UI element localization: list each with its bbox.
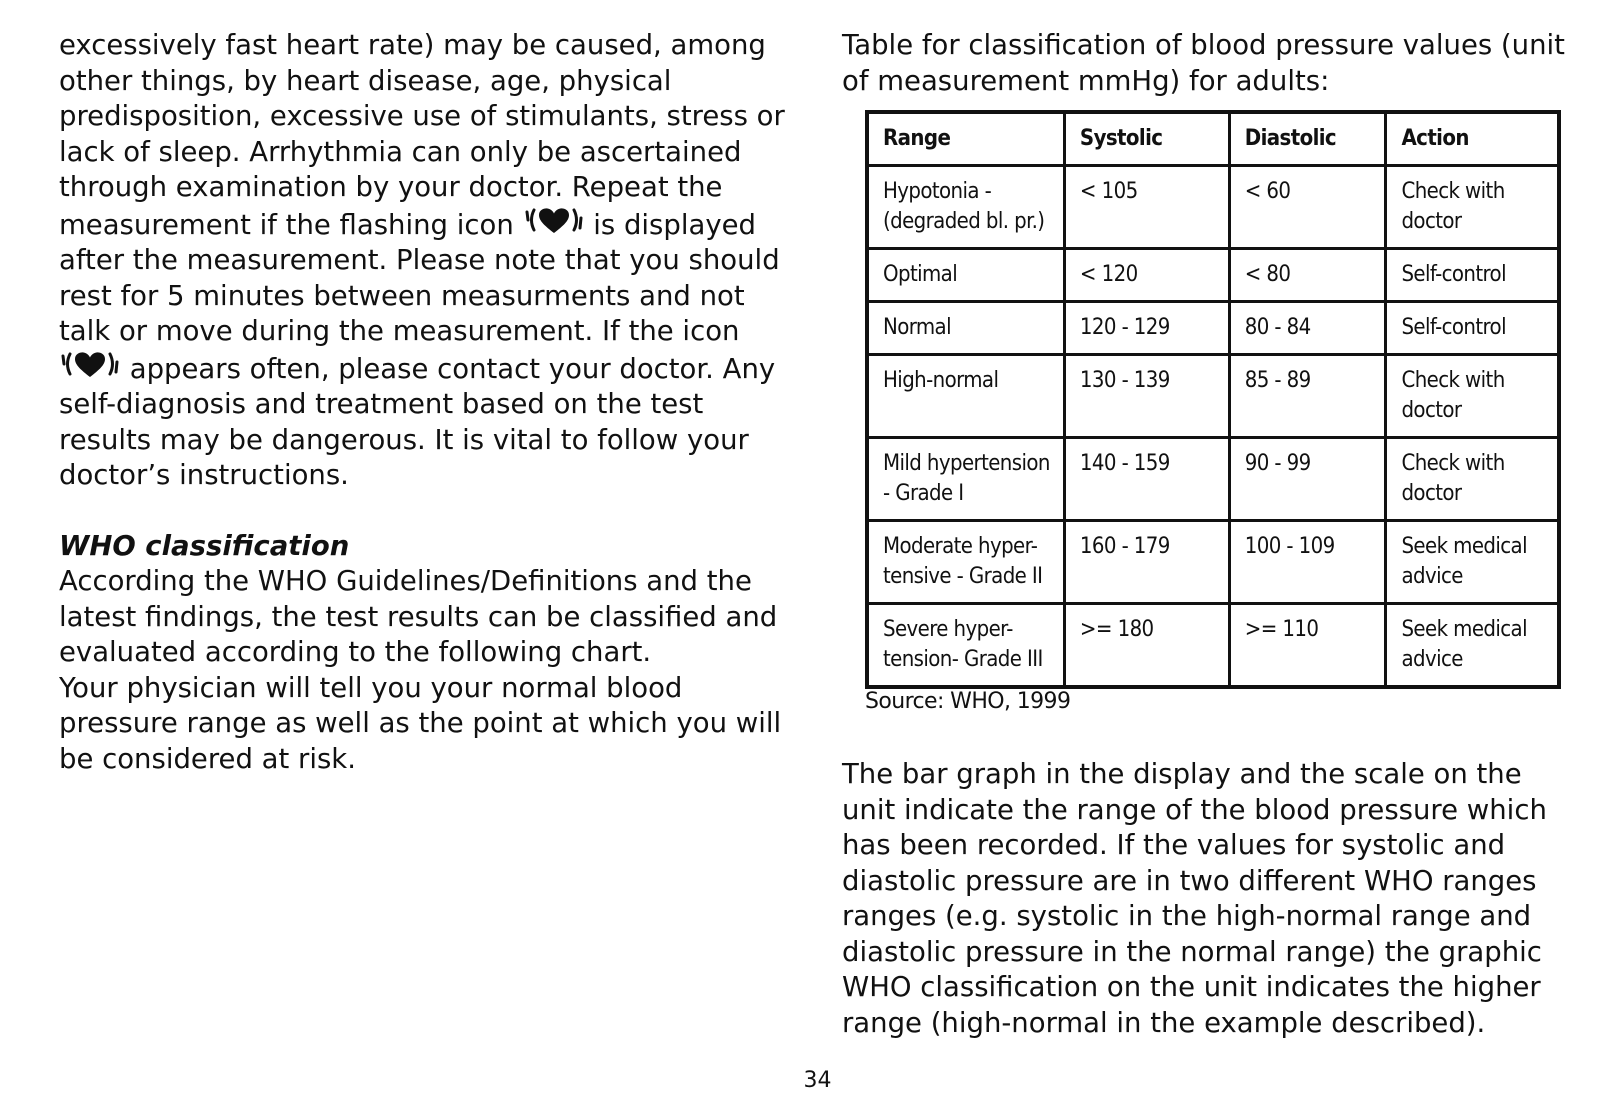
cell-action: Check with doctor	[1386, 438, 1559, 521]
header-range: Range	[867, 112, 1064, 166]
cell-range: Optimal	[867, 249, 1064, 302]
cell-action: Self-control	[1386, 249, 1559, 302]
right-column	[842, 28, 1572, 99]
cell-systolic: < 120	[1064, 249, 1229, 302]
cell-systolic: >= 180	[1064, 604, 1229, 688]
cell-diastolic: 100 - 109	[1229, 521, 1386, 604]
arrhythmia-paragraph	[59, 28, 789, 494]
cell-range: Severe hyper- tension- Grade III	[867, 604, 1064, 688]
cell-systolic: < 105	[1064, 166, 1229, 249]
cell-systolic: 160 - 179	[1064, 521, 1229, 604]
irregular-heartbeat-icon	[523, 206, 585, 238]
page-number: 34	[803, 1068, 832, 1093]
bar-graph-paragraph: The bar graph in the display and the scale on the unit indicate the range of the blood pressure which has been recorded. If the values for systolic and diastolic pressure are in two different WHO ranges ranges (e.g. systolic in the high-normal range and diastolic pressure in the normal range) the graphic WHO classification on the unit indicates the higher range (high-normal in the example described).	[842, 758, 1547, 1039]
cell-diastolic: < 80	[1229, 249, 1386, 302]
table-row	[867, 249, 1559, 302]
left-column	[59, 28, 789, 777]
table-row	[867, 166, 1559, 249]
cell-action: Check with doctor	[1386, 166, 1559, 249]
cell-diastolic: 85 - 89	[1229, 355, 1386, 438]
cell-range: Normal	[867, 302, 1064, 355]
header-action: Action	[1386, 112, 1559, 166]
table-header-row	[867, 112, 1559, 166]
arrhythmia-text-1: excessively fast heart rate) may be caused, among other things, by heart disease, age, physical predisposition, excessive use of stimulants, stress or lack of sleep. Arrhythmia can only be ascertained through examination by your doctor. Repeat the measurement if the flashing icon	[59, 29, 785, 241]
table-row	[867, 302, 1559, 355]
table-row	[867, 604, 1559, 688]
cell-range: High-normal	[867, 355, 1064, 438]
cell-systolic: 130 - 139	[1064, 355, 1229, 438]
cell-diastolic: 90 - 99	[1229, 438, 1386, 521]
table-row	[867, 355, 1559, 438]
irregular-heartbeat-icon	[59, 350, 121, 382]
who-intro-paragraph: According the WHO Guidelines/Definitions and the latest findings, the test results can be classified and evaluated according to the following chart.	[59, 565, 778, 668]
cell-systolic: 120 - 129	[1064, 302, 1229, 355]
table-row	[867, 521, 1559, 604]
header-diastolic: Diastolic	[1229, 112, 1386, 166]
header-systolic: Systolic	[1064, 112, 1229, 166]
cell-diastolic: 80 - 84	[1229, 302, 1386, 355]
table-row	[867, 438, 1559, 521]
arrhythmia-text-2: is displayed after the measurement. Please note that you should rest for 5 minutes between measurments and not talk or move during the measurement. If the icon	[59, 208, 780, 347]
cell-diastolic: < 60	[1229, 166, 1386, 249]
cell-range: Moderate hyper- tensive - Grade II	[867, 521, 1064, 604]
cell-diastolic: >= 110	[1229, 604, 1386, 688]
bar-graph-explanation	[842, 757, 1582, 1041]
cell-action: Check with doctor	[1386, 355, 1559, 438]
cell-range: Hypotonia - (degraded bl. pr.)	[867, 166, 1064, 249]
cell-action: Seek medical advice	[1386, 604, 1559, 688]
physician-paragraph: Your physician will tell you your normal blood pressure range as well as the point at which you will be considered at risk.	[59, 671, 782, 775]
table-source-note: Source: WHO, 1999	[865, 689, 1071, 714]
blood-pressure-classification-table	[865, 110, 1561, 689]
cell-action: Self-control	[1386, 302, 1559, 355]
who-classification-heading: WHO classification	[59, 529, 350, 562]
cell-systolic: 140 - 159	[1064, 438, 1229, 521]
cell-range: Mild hypertension - Grade I	[867, 438, 1064, 521]
arrhythmia-text-3: appears often, please contact your doctor. Any self-diagnosis and treatment based on the test results may be dangerous. It is vital to follow your doctor’s instructions.	[59, 352, 776, 491]
cell-action: Seek medical advice	[1386, 521, 1559, 604]
table-intro: Table for classification of blood pressure values (unit of measurement mmHg) for adults:	[842, 29, 1565, 97]
